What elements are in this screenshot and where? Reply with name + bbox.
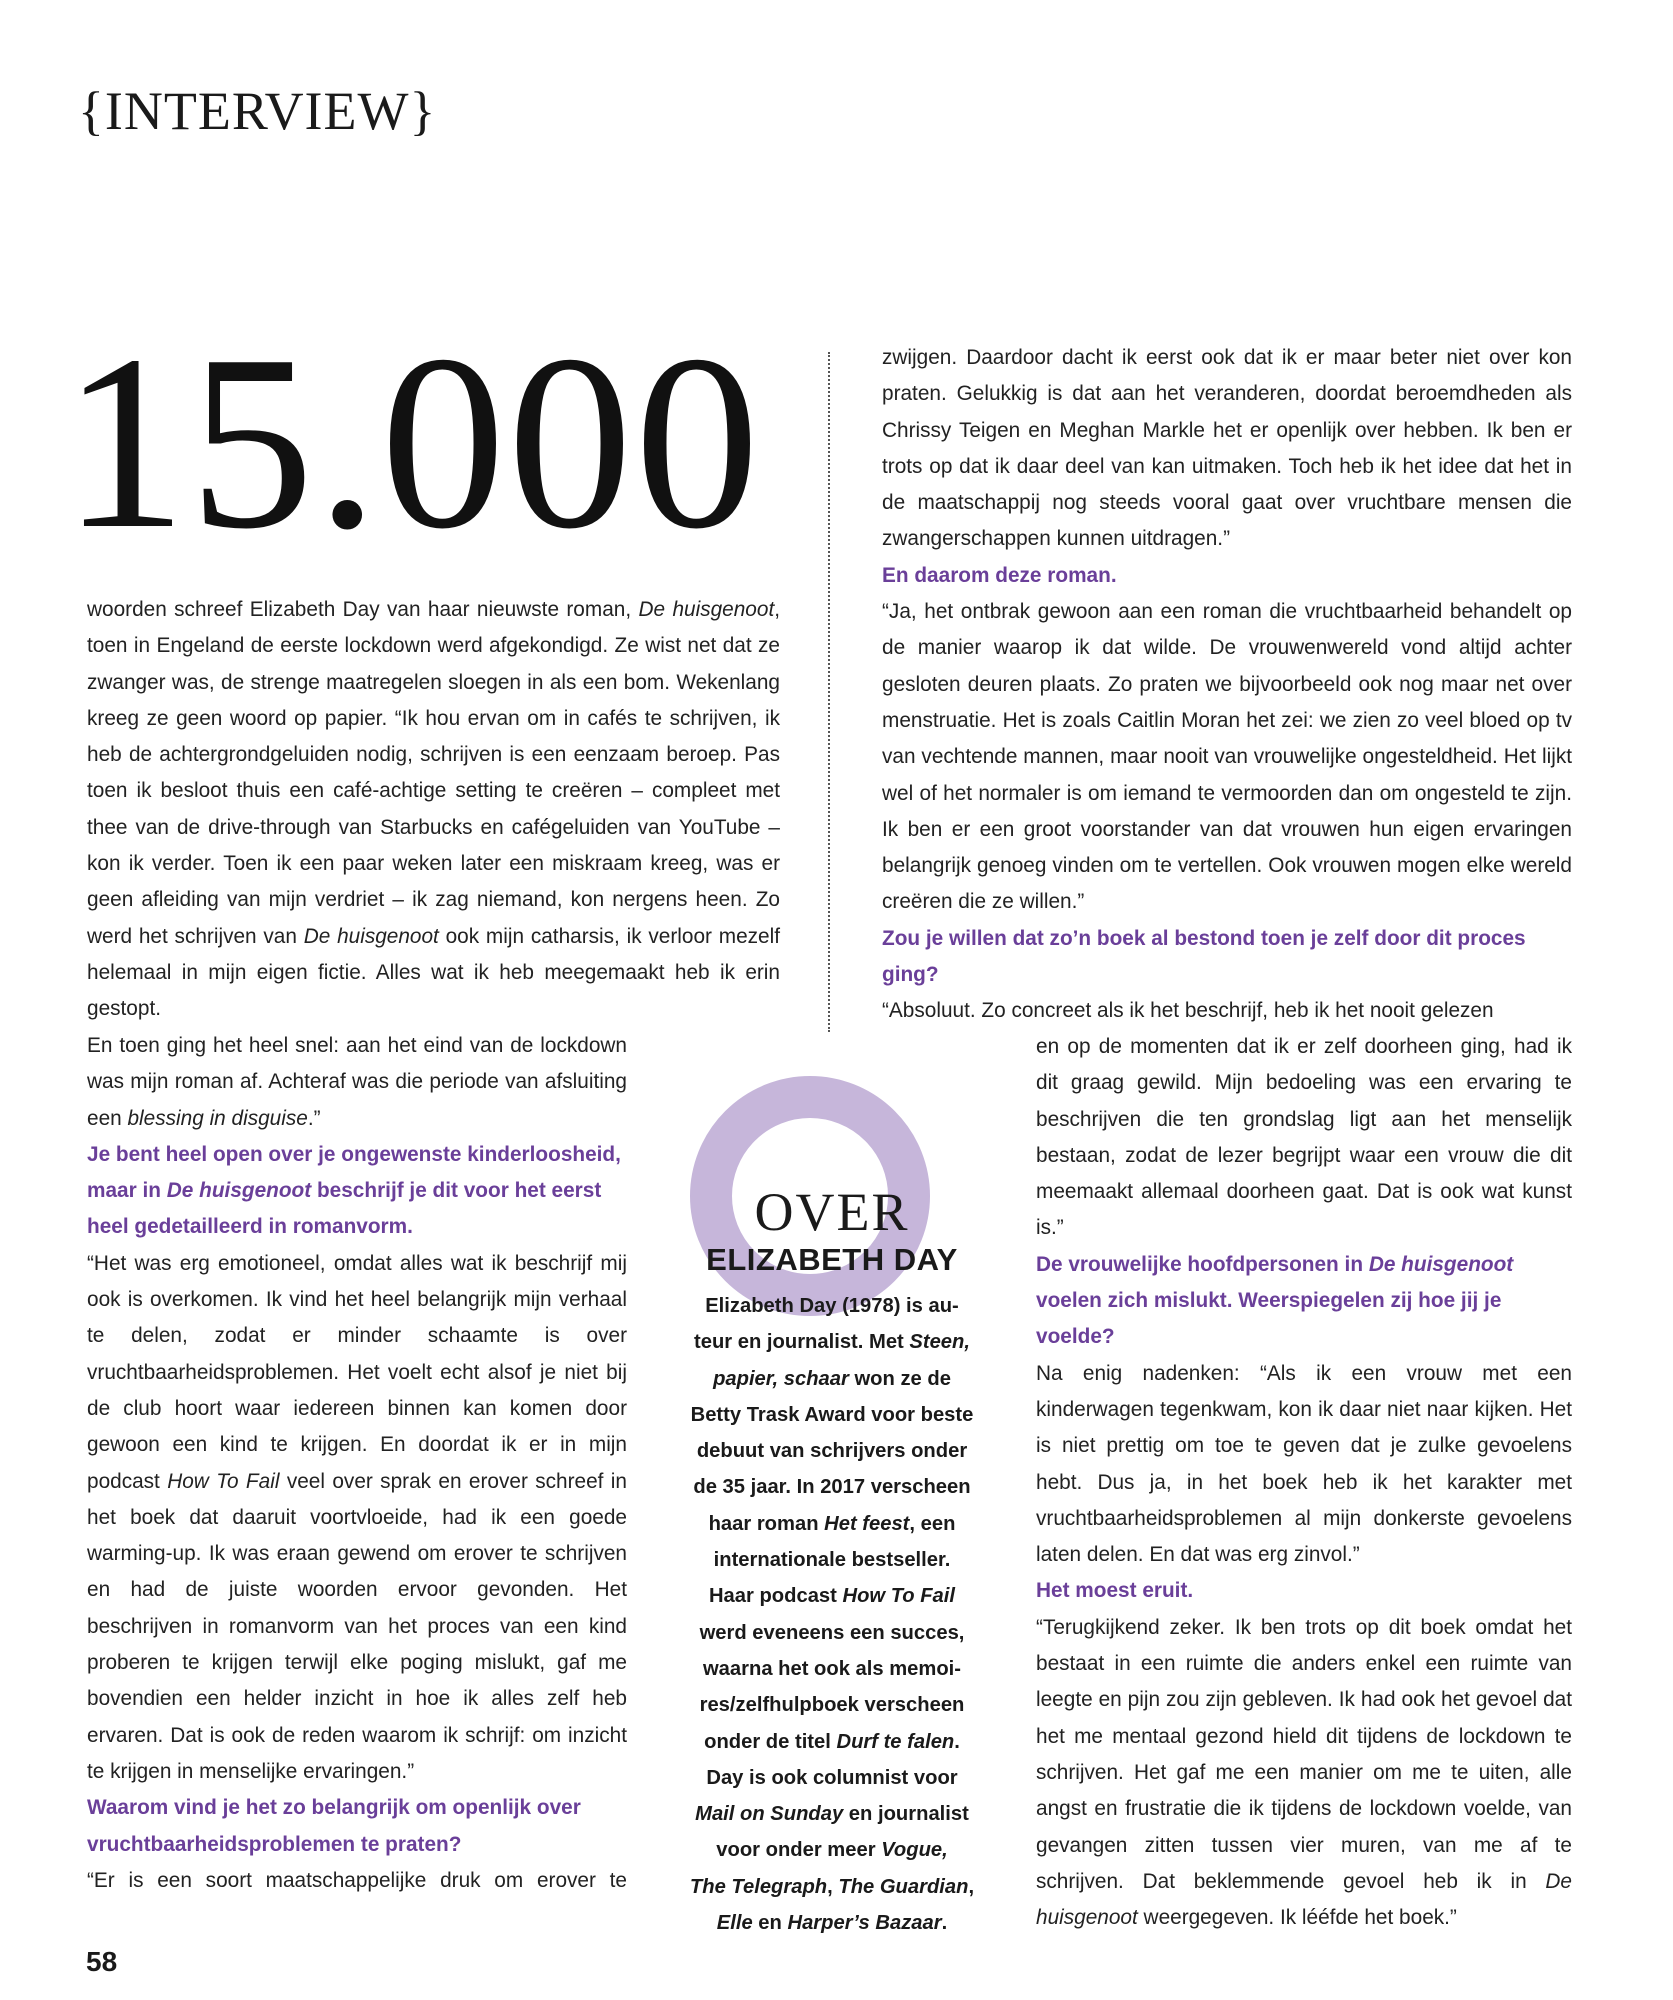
italic-title: Mail on Sunday bbox=[695, 1803, 844, 1826]
section-label: {INTERVIEW} bbox=[78, 81, 437, 141]
sidebar-author-name: ELIZABETH DAY bbox=[706, 1242, 958, 1277]
italic-title: How To Fail bbox=[167, 1469, 280, 1493]
sidebar-bio-line: Betty Trask Award voor beste bbox=[690, 1403, 974, 1426]
paragraph: en op de momenten dat ik er zelf doorheen ging, had ik dit graag gewild. Mijn bedoeling was een ervaring te beschrijven die ten grondslag ligt aan het menselijk bestaan, zodat de lezer begrijpt waar een vrouw die dit meemaakt allemaal doorheen gaat. Dat is ook wat kunst is.” bbox=[1036, 1035, 1572, 1240]
sidebar-bio-line: debuut van schrijvers onder bbox=[696, 1440, 968, 1463]
italic-title: The Telegraph bbox=[689, 1875, 828, 1898]
italic-title: Elle bbox=[716, 1912, 753, 1935]
sidebar-bio-line: teur en journalist. Met Steen, bbox=[694, 1331, 970, 1354]
article-text-right-bottom bbox=[1036, 1029, 1572, 1936]
italic-title: De huisgenoot bbox=[166, 1179, 312, 1203]
sidebar-bio-line: Elizabeth Day (1978) is au- bbox=[705, 1295, 959, 1317]
italic-title: De huisgenoot bbox=[1036, 1869, 1572, 1930]
interview-question: Zou je willen dat zo’n boek al bestond toen je zelf door dit proces ging? bbox=[882, 926, 1526, 987]
italic-title: De huisgenoot bbox=[1368, 1252, 1514, 1276]
interview-question: De vrouwelijke hoofdpersonen in De huisgenoot voelen zich mislukt. Weerspiegelen zij hoe jij je voelde? bbox=[1036, 1252, 1514, 1349]
article-text-left-top bbox=[87, 592, 780, 1028]
sidebar-bio-line: Haar podcast How To Fail bbox=[708, 1585, 956, 1608]
sidebar-bio bbox=[684, 1288, 980, 1941]
article-text-left-bottom bbox=[87, 1028, 627, 1899]
sidebar-bio-line: de 35 jaar. In 2017 verscheen bbox=[693, 1476, 971, 1499]
sidebar-bio-line: papier, schaar won ze de bbox=[713, 1367, 951, 1390]
paragraph: “Het was erg emotioneel, omdat alles wat ik beschrijf mij ook is overkomen. Ik vind het heel belangrijk mijn verhaal te delen, zodat er minder schaamte is over vruchtbaarheidsproblemen. Het voelt echt alsof je niet bij de club hoort waar iedereen binnen kan komen door gewoon een kind te krijgen. En doordat ik er in mijn podcast How To Fail veel over sprak en erover schreef in het boek dat daaruit voortvloeide, had ik een goede warming-up. Ik was eraan gewend om erover te schrijven en had de juiste woorden ervoor gevonden. Het beschrijven in romanvorm van het proces van een kind proberen te krijgen terwijl elke poging mislukt, gaf me bovendien een helder inzicht in hoe ik alles zelf heb ervaren. Dat is ook de reden waarom ik schrijf: om inzicht te krijgen in menselijke ervaringen.” bbox=[87, 1251, 627, 1783]
paragraph: woorden schreef Elizabeth Day van haar nieuwste roman, De huisgenoot, toen in Engeland de eerste lockdown werd afgekondigd. Ze wist net dat ze zwanger was, de strenge maatregelen sloegen in als een bom. Wekenlang kreeg ze geen woord op papier. “Ik hou ervan om in cafés te schrijven, ik heb de achtergrondgeluiden nodig, schrijven is een eenzaam beroep. Pas toen ik besloot thuis een café-achtige setting te creëren – compleet met thee van de drive-through van Starbucks en cafégeluiden van YouTube – kon ik verder. Toen ik een paar weken later een miskraam kreeg, was er geen afleiding van mijn verdriet – ik zag niemand, kon nergens heen. Zo werd het schrijven van De huisgenoot ook mijn catharsis, ik verloor mezelf helemaal in mijn eigen fictie. Alles wat ik heb meegemaakt heb ik erin gestopt. bbox=[87, 598, 781, 1021]
italic-title: papier, schaar bbox=[713, 1367, 849, 1390]
italic-title: Durf te falen bbox=[836, 1730, 955, 1753]
big-number-heading: 15.000 bbox=[62, 304, 762, 581]
italic-title: De huisgenoot bbox=[303, 924, 439, 948]
paragraph: “Ja, het ontbrak gewoon aan een roman die vruchtbaarheid behandelt op de manier waarop ik dat wilde. De vrouwenwereld vond altijd achter gesloten deuren plaats. Zo praten we bijvoorbeeld ook nog maar net over menstruatie. Het is zoals Caitlin Moran het zei: we zien zo veel bloed op tv van vechtende mannen, maar nooit van vrouwelijke ongesteldheid. Het lijkt wel of het normaler is om iemand te vermoorden dan om ongesteld te zijn. Ik ben er een groot voorstander van dat vrouwen hun eigen ervaringen belangrijk genoeg vinden om te vertellen. Ook vrouwen mogen elke wereld creëren die ze willen.” bbox=[882, 600, 1572, 914]
sidebar-bio-line: voor onder meer Vogue, bbox=[716, 1839, 948, 1862]
italic-title: Het feest bbox=[824, 1512, 910, 1535]
italic-title: Harper’s Bazaar bbox=[787, 1912, 942, 1935]
sidebar-bio-line: onder de titel Durf te falen. bbox=[704, 1730, 960, 1753]
sidebar-bio-line: The Telegraph, The Guardian, bbox=[689, 1875, 975, 1898]
sidebar-bio-line: waarna het ook als memoi- bbox=[702, 1657, 962, 1680]
page-number: 58 bbox=[86, 1946, 118, 1977]
italic-title: Steen, bbox=[909, 1331, 970, 1354]
sidebar-heading: OVER bbox=[754, 1182, 910, 1242]
paragraph: zwijgen. Daardoor dacht ik eerst ook dat ik er maar beter niet over kon praten. Gelukkig is dat aan het veranderen, doordat beroemdheden als Chrissy Teigen en Meghan Markle het er openlijk over hebben. Ik ben er trots op dat ik daar deel van kan uitmaken. Toch heb ik het idee dat het in de maatschappij nog steeds vooral gaat over vruchtbare mensen die zwangerschappen kunnen uitdragen.” bbox=[882, 346, 1572, 551]
interview-question: Waarom vind je het zo belangrijk om openlijk over vruchtbaarheidsproblemen te praten? bbox=[87, 1796, 581, 1856]
italic-title: How To Fail bbox=[842, 1585, 956, 1608]
italic-title: blessing in disguise bbox=[127, 1106, 308, 1130]
sidebar-bio-line: res/zelfhulpboek verscheen bbox=[699, 1694, 965, 1717]
article-text-right-top bbox=[882, 340, 1572, 1030]
sidebar-bio-line: haar roman Het feest, een bbox=[708, 1512, 956, 1535]
paragraph: “Absoluut. Zo concreet als ik het beschrijf, heb ik het nooit gelezen bbox=[882, 999, 1494, 1023]
column-divider bbox=[828, 352, 830, 1032]
interview-question: Het moest eruit. bbox=[1036, 1579, 1194, 1603]
interview-question: En daarom deze roman. bbox=[882, 563, 1117, 587]
interview-question: Je bent heel open over je ongewenste kinderloosheid, maar in De huisgenoot beschrijf je dit voor het eerst heel gedetailleerd in romanvorm. bbox=[87, 1142, 621, 1239]
paragraph: “Terugkijkend zeker. Ik ben trots op dit boek omdat het bestaat in een ruimte die anders enkel een ruimte van leegte en pijn zou zijn gebleven. Ik had ook het gevoel dat het me mentaal gezond hield dit tijdens de lockdown te schrijven. Het gaf me een manier om me te uiten, alle angst en frustratie die ik tijdens de lockdown voelde, van gevangen zitten tussen vier muren, van me af te schrijven. Dat beklemmende gevoel heb ik in De huisgenoot weergegeven. Ik lééfde het boek.” bbox=[1036, 1615, 1572, 1930]
italic-title: The Guardian bbox=[838, 1875, 969, 1898]
sidebar-bio-line: internationale bestseller. bbox=[713, 1549, 951, 1572]
paragraph: “Er is een soort maatschappelijke druk om erover te bbox=[87, 1868, 627, 1892]
italic-title: De huisgenoot bbox=[638, 598, 775, 621]
sidebar-bio-line: Elle en Harper’s Bazaar. bbox=[716, 1912, 948, 1935]
sidebar-bio-line: Day is ook columnist voor bbox=[706, 1766, 958, 1789]
paragraph: Na enig nadenken: “Als ik een vrouw met een kinderwagen tegenkwam, kon ik daar niet naar kijken. Het is niet prettig om toe te geven dat je zulke gevoelens hebt. Dus ja, in het boek heb ik het karakter met vruchtbaarheidsproblemen al mijn donkerste gevoelens laten delen. En dat was erg zinvol.” bbox=[1036, 1361, 1572, 1567]
paragraph: En toen ging het heel snel: aan het eind van de lockdown was mijn roman af. Achteraf was die periode van afsluiting een blessing in disguise.” bbox=[87, 1034, 627, 1130]
sidebar-bio-line: Mail on Sunday en journalist bbox=[695, 1803, 969, 1826]
sidebar-bio-line: werd eveneens een succes, bbox=[699, 1621, 965, 1644]
italic-title: Vogue, bbox=[881, 1839, 948, 1862]
